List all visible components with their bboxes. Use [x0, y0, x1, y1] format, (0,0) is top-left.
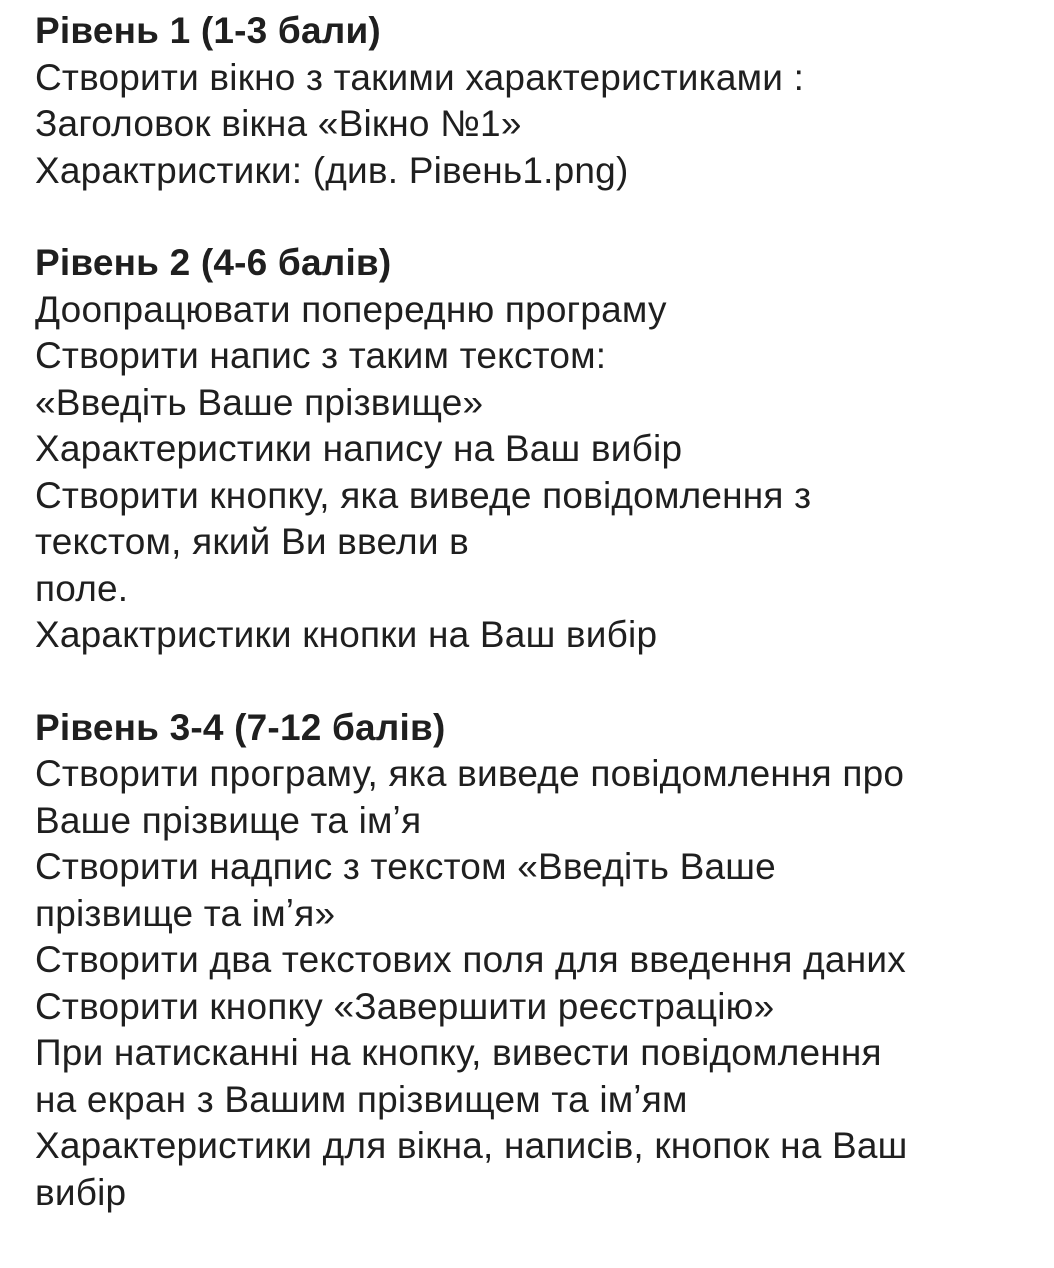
- text-line: Характристики кнопки на Ваш вибір: [35, 614, 658, 655]
- section-heading: Рівень 2 (4-6 балів): [35, 242, 392, 283]
- section-level-2: [35, 240, 1045, 659]
- text-line: Характеристики для вікна, написів, кнопок на Ваш: [35, 1125, 908, 1166]
- text-line: Заголовок вікна «Вікно №1»: [35, 103, 522, 144]
- section-heading: Рівень 3-4 (7-12 балів): [35, 706, 446, 748]
- text-line: Створити надпис з текстом «Введіть Ваше: [35, 846, 776, 887]
- text-line: вибір: [35, 1171, 127, 1213]
- text-line: Створити два текстових поля для введення даних: [35, 939, 906, 980]
- text-line: прізвище та імʼя»: [35, 892, 336, 934]
- section-level-1: [35, 8, 1045, 194]
- text-line: Створити кнопку, яка виведе повідомлення з: [35, 474, 812, 516]
- assignment-document: [35, 8, 1045, 1216]
- text-line: Ваше прізвище та імʼя: [35, 799, 422, 841]
- text-line: Створити кнопку «Завершити реєстрацію»: [35, 985, 775, 1027]
- text-line: Характеристики напису на Ваш вибір: [35, 428, 683, 469]
- top-edge: [0, 0, 1054, 4]
- text-line: на екран з Вашим прізвищем та імʼям: [35, 1078, 688, 1120]
- section-level-3-4: [35, 705, 1045, 1217]
- text-line: «Введіть Ваше прізвище»: [35, 381, 484, 423]
- text-line: Доопрацювати попередню програму: [35, 288, 667, 330]
- text-line: Створити напис з таким текстом:: [35, 335, 607, 376]
- text-line: Характристики: (див. Рівень1.png): [35, 149, 629, 191]
- text-line: Створити вікно з такими характеристиками :: [35, 56, 805, 98]
- text-line: поле.: [35, 567, 129, 609]
- section-heading: Рівень 1 (1-3 бали): [35, 10, 381, 51]
- text-line: Створити програму, яка виведе повідомлення про: [35, 753, 905, 794]
- text-line: При натисканні на кнопку, вивести повідомлення: [35, 1032, 882, 1073]
- text-line: текстом, який Ви ввели в: [35, 521, 470, 562]
